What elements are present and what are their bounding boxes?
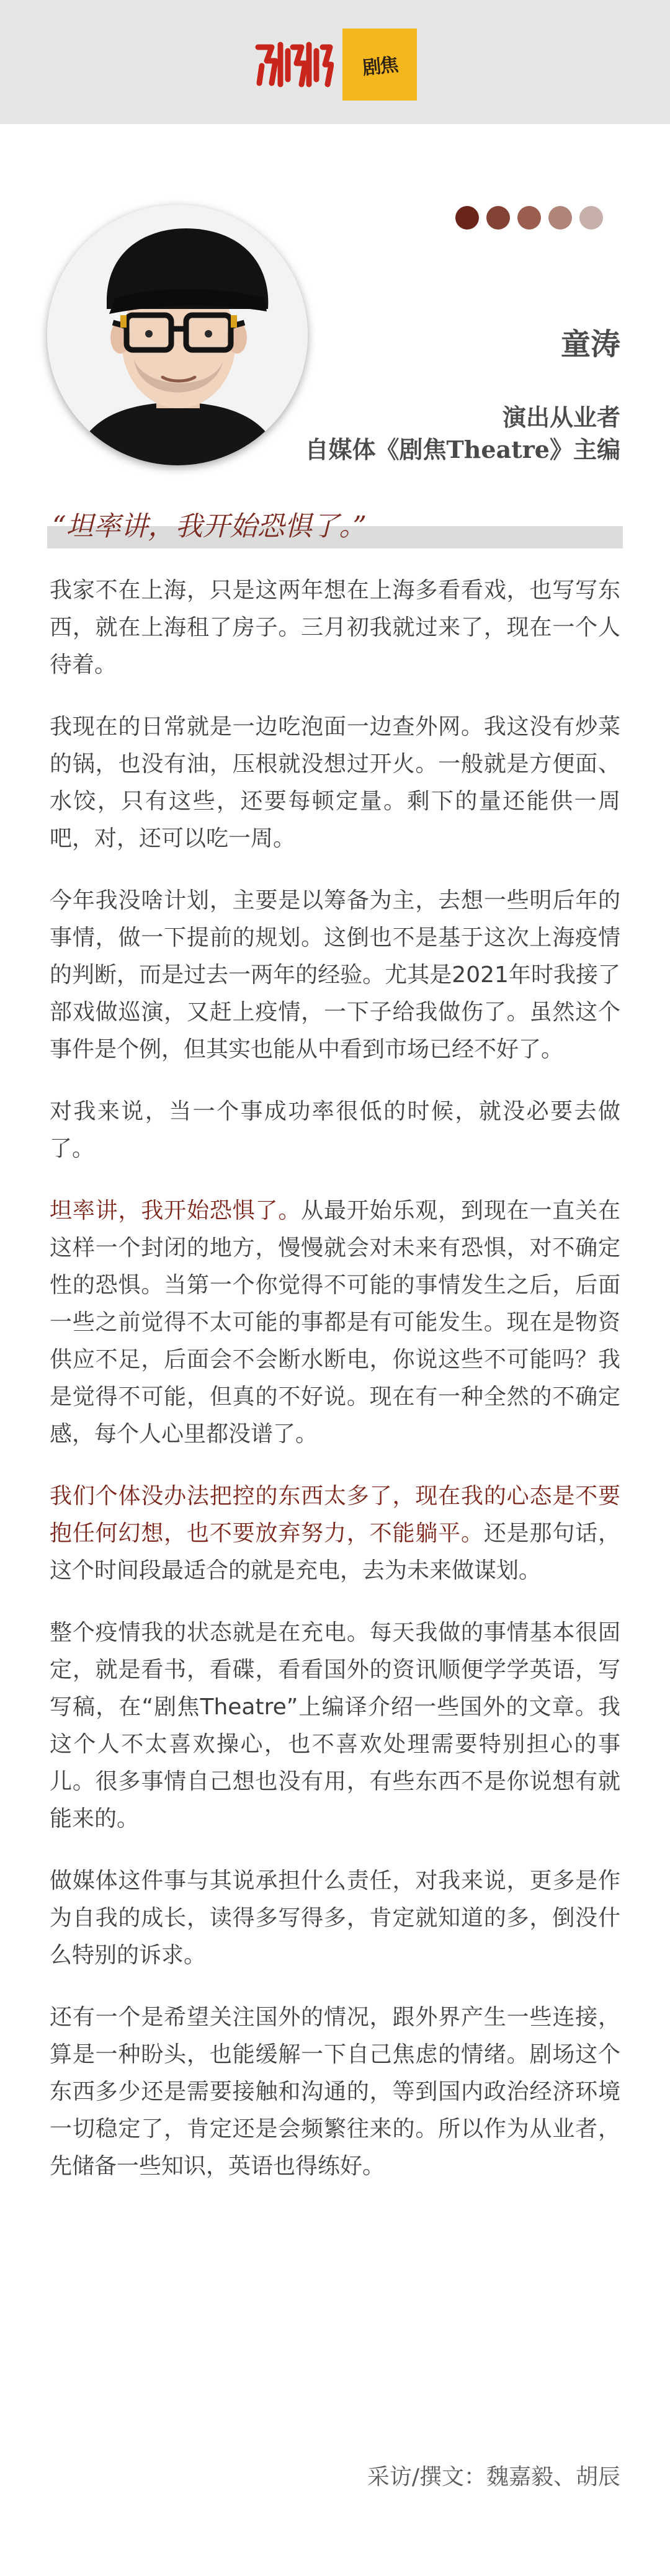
article-paragraph: 整个疫情我的状态就是在充电。每天我做的事情基本很固定，就是看书，看碟，看看国外的资讯顺便学学英语，写写稿，在“剧焦Theatre”上编译介绍一些国外的文章。我这个人不太喜欢操心，也不喜欢处理需要特别担心的事儿。很多事情自己想也没有用，有些东西不是你说想有就能来的。 [50,1620,620,1831]
profile-role: 演出从业者 [502,403,620,431]
paragraph-text: 还是那句话，这个时间段最适合的就是充电，去为未来做谋划。 [50,1521,620,1583]
avatar-portrait-image [47,205,308,465]
pull-quote: “坦率讲，我开始恐惧了。” [52,511,367,542]
theatre-logo [342,29,417,101]
accent-dot [579,206,603,230]
article-paragraph: 我现在的日常就是一边吃泡面一边查外网。我这没有炒菜的锅，也没有油，压根就没想过开火。一般就是方便面、水饺，只有这些，还要每顿定量。剩下的量还能供一周吧，对，还可以吃一周。 [50,714,620,851]
article-paragraph [50,1478,620,1590]
accent-dot [486,206,510,230]
theatre-logo-text: 剧焦 [361,54,399,79]
accent-dot [517,206,541,230]
highlight-text: 坦率讲，我开始恐惧了。 [50,1198,302,1223]
brand-logo [253,34,334,93]
avatar [47,205,308,465]
article-body [50,572,620,2210]
highlight-text: 我们个体没办法把控的东西太多了，现在我的心态是不要抱任何幻想，也不要放弃努力，不能躺平。 [50,1483,620,1546]
accent-dot [548,206,572,230]
author-credit: 采访/撰文：魏嘉毅、胡辰 [367,2464,620,2490]
profile-name: 童涛 [560,327,620,362]
article-paragraph [50,1192,620,1453]
article-paragraph: 还有一个是希望关注国外的情况，跟外界产生一些连接，算是一种盼头，也能缓解一下自己焦虑的情绪。剧场这个东西多少还是需要接触和沟通的，等到国内政治经济环境一切稳定了，肯定还是会频繁往来的。所以作为从业者，先储备一些知识，英语也得练好。 [50,2005,620,2179]
page-header [0,0,670,124]
article-paragraph: 今年我没啥计划，主要是以筹备为主，去想一些明后年的事情，做一下提前的规划。这倒也不是基于这次上海疫情的判断，而是过去一两年的经验。尤其是2021年时我接了部戏做巡演，又赶上疫情，一下子给我做伤了。虽然这个事件是个例，但其实也能从中看到市场已经不好了。 [50,888,620,1062]
article-paragraph: 我家不在上海，只是这两年想在上海多看看戏，也写写东西，就在上海租了房子。三月初我就过来了，现在一个人待着。 [50,578,620,678]
profile-role: 自媒体《剧焦Theatre》主编 [305,436,620,463]
article-paragraph: 对我来说，当一个事成功率很低的时候，就没必要去做了。 [50,1099,620,1161]
accent-dots [455,206,603,230]
accent-dot [455,206,479,230]
paragraph-text: 从最开始乐观，到现在一直关在这样一个封闭的地方，慢慢就会对未来有恐惧，对不确定性的恐惧。当第一个你觉得不可能的事情发生之后，后面一些之前觉得不太可能的事都是有可能发生。现在是物资供应不足，后面会不会断水断电，你说这些不可能吗？我是觉得不可能，但真的不好说。现在有一种全然的不确定感，每个人心里都没谱了。 [50,1198,620,1447]
article-paragraph: 做媒体这件事与其说承担什么责任，对我来说，更多是作为自我的成长，读得多写得多，肯定就知道的多，倒没什么特别的诉求。 [50,1868,620,1968]
